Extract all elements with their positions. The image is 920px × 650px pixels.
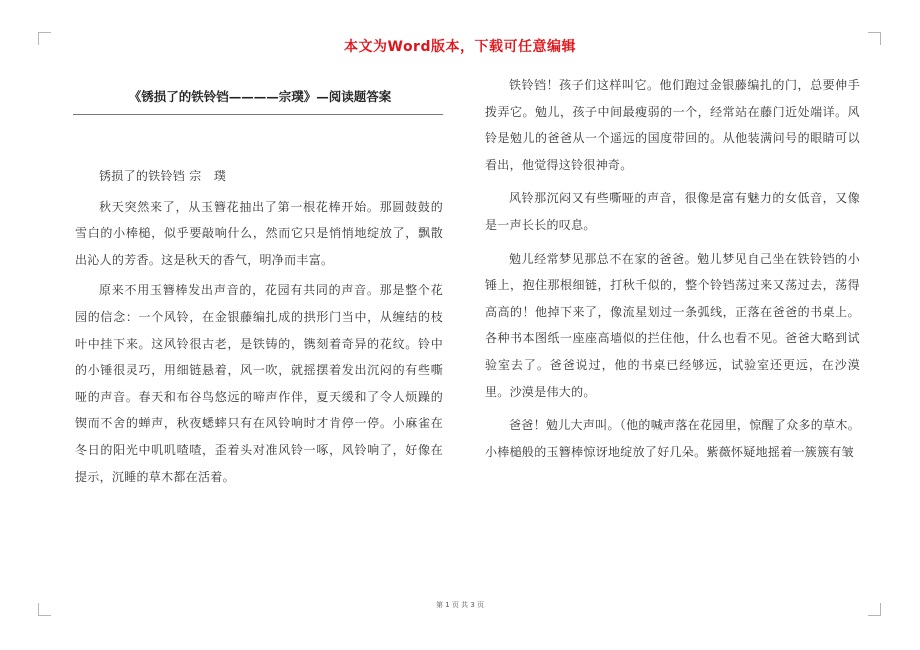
article-title: 《锈损了的铁铃铛————宗璞》—阅读题答案 xyxy=(128,89,392,104)
byline-paragraph: 锈损了的铁铃铛 宗 璞 xyxy=(99,169,227,183)
body-paragraph: 勉儿经常梦见那总不在家的爸爸。勉儿梦见自己坐在铁铃铛的小锤上，抱住那根细链，打秋千似的，整个铃铛荡过来又荡过去，荡得高高的！他掉下来了，像流星划过一条弧线，正落在爸爸的书桌上。各种书本图纸一座座高墙似的拦住他，什么也看不见。爸爸大略到试验室去了。爸爸说过，他的书桌已经够远，试验室还更远，在沙漠里。沙漠是伟大的。 xyxy=(485,251,860,399)
watermark-notice: 本文为Word版本，下载可任意编辑 xyxy=(344,39,576,55)
page-number: 第 1 页 共 3 页 xyxy=(435,601,485,609)
body-paragraph: 原来不用玉簪棒发出声音的，花园有共同的声音。那是整个花园的信念：一个风铃，在金银藤编扎成的拱形门当中，从缠结的枝叶中挂下来。这风铃很古老，是铁铸的，镌刻着奇异的花纹。铃中的小锤很灵巧，用细链悬着，风一吹，就摇摆着发出沉闷的有些嘶哑的声音。春天和布谷鸟悠远的啼声作伴，夏天缓和了令人烦躁的锲而不舍的蝉声，秋夜蟋蟀只有在风铃响时才肯停一停。小麻雀在冬日的阳光中叽叽喳喳，歪着头对准风铃一啄，风铃响了，好像在提示，沉睡的草木都在活着。 xyxy=(75,283,443,484)
body-paragraph: 爸爸！勉儿大声叫。（他的喊声落在花园里，惊醒了众多的草木。小棒槌般的玉簪棒惊讶地绽放了好几朵。紫薇怀疑地摇着一簇簇有皱 xyxy=(485,418,860,459)
left-column xyxy=(75,163,443,494)
right-column xyxy=(485,72,860,472)
body-paragraph: 风铃那沉闷又有些嘶哑的声音，很像是富有魅力的女低音，又像是一声长长的叹息。 xyxy=(485,191,860,232)
body-paragraph: 秋天突然来了，从玉簪花抽出了第一根花棒开始。那圆鼓鼓的雪白的小棒槌，似乎要敲响什么，然而它只是悄悄地绽放了，飘散出沁人的芳香。这是秋天的香气，明净而丰富。 xyxy=(75,199,443,267)
body-paragraph: 铁铃铛！孩子们这样叫它。他们跑过金银藤编扎的门，总要伸手拨弄它。勉儿，孩子中间最瘦弱的一个，经常站在藤门近处端详。风铃是勉儿的爸爸从一个遥远的国度带回的。从他装满问号的眼睛可以看出，他觉得这铃很神奇。 xyxy=(485,78,860,172)
title-divider xyxy=(73,114,443,115)
